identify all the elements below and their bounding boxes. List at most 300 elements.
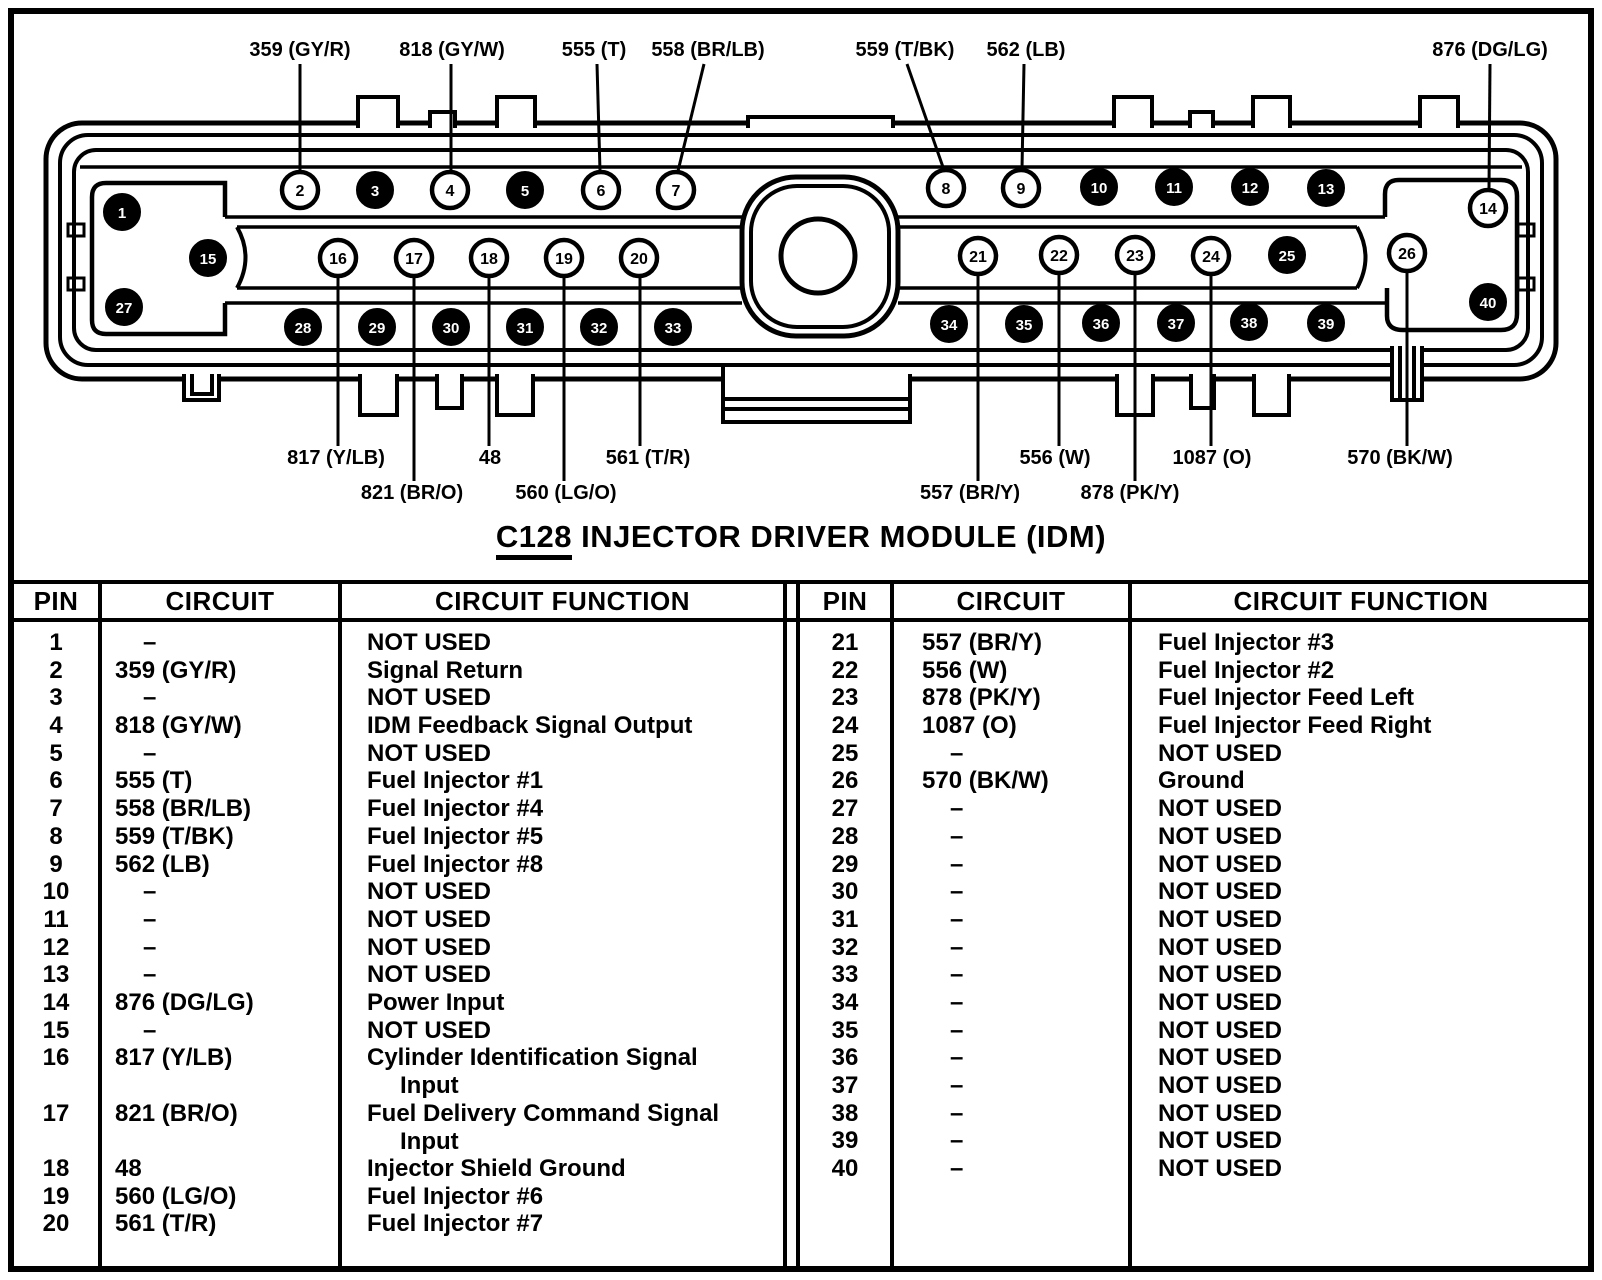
circuit-cell: 570 (BK/W) bbox=[922, 767, 1049, 795]
function-cell bbox=[1130, 684, 1588, 712]
table-row-pin-19 bbox=[12, 1183, 783, 1211]
circuit-cell: 557 (BR/Y) bbox=[922, 629, 1043, 656]
function-text: NOT USED bbox=[367, 629, 492, 656]
pin-number: 33 bbox=[664, 320, 682, 337]
function-text: Fuel Injector Feed Right bbox=[1158, 712, 1432, 740]
circuit-cell: – bbox=[950, 1155, 964, 1183]
function-text: NOT USED bbox=[367, 878, 492, 906]
pin-21 bbox=[960, 238, 996, 274]
function-cell bbox=[1130, 1072, 1588, 1100]
pin-cell: 5 bbox=[49, 739, 63, 767]
table-row-pin-17 bbox=[12, 1100, 783, 1155]
function-text: Injector Shield Ground bbox=[367, 1155, 626, 1183]
function-text: NOT USED bbox=[367, 684, 492, 712]
pin-number: 15 bbox=[199, 251, 217, 268]
pin-25 bbox=[1269, 237, 1305, 273]
pin-16 bbox=[320, 240, 356, 276]
function-text: NOT USED bbox=[1158, 1044, 1283, 1072]
function-cell bbox=[340, 823, 783, 851]
circuit-cell: – bbox=[950, 933, 964, 961]
function-text: Cylinder Identification Signal bbox=[367, 1044, 698, 1072]
pin-number: 16 bbox=[329, 251, 347, 268]
table-row-pin-3 bbox=[12, 684, 783, 712]
pin-4 bbox=[432, 172, 468, 208]
pin-20 bbox=[621, 240, 657, 276]
function-text: NOT USED bbox=[367, 739, 492, 767]
pin-number: 3 bbox=[370, 183, 380, 200]
pin-number: 27 bbox=[115, 300, 133, 317]
pin-11 bbox=[1156, 169, 1192, 205]
table-row-pin-23 bbox=[798, 684, 1588, 712]
pin-27 bbox=[106, 289, 142, 325]
header-pin-left: PIN bbox=[33, 585, 79, 616]
circuit-cell: – bbox=[143, 1016, 157, 1044]
pin-33 bbox=[655, 309, 691, 345]
function-text: Ground bbox=[1158, 767, 1245, 795]
circuit-cell: 821 (BR/O) bbox=[115, 1099, 238, 1127]
pin-number: 31 bbox=[516, 320, 534, 337]
table-row-pin-25 bbox=[798, 740, 1588, 768]
pin-number: 6 bbox=[596, 183, 606, 200]
pin-number: 34 bbox=[940, 317, 958, 334]
pin-number: 1 bbox=[117, 205, 127, 222]
wire-label: 1087 (O) bbox=[1172, 447, 1252, 469]
wire-label: 557 (BR/Y) bbox=[919, 482, 1021, 504]
function-text: Fuel Injector #8 bbox=[367, 850, 544, 878]
table-row-pin-10 bbox=[12, 878, 783, 906]
table-row-pin-24 bbox=[798, 712, 1588, 740]
pin-13 bbox=[1308, 170, 1344, 206]
circuit-cell: 558 (BR/LB) bbox=[115, 795, 252, 823]
wire-label: 359 (GY/R) bbox=[249, 39, 351, 61]
table-row-pin-9 bbox=[12, 851, 783, 879]
function-cell bbox=[340, 989, 783, 1017]
pin-cell: 3 bbox=[49, 684, 63, 712]
wire-label: 561 (T/R) bbox=[605, 447, 691, 469]
pin-cell: 18 bbox=[42, 1155, 70, 1183]
function-text: Fuel Injector #1 bbox=[367, 767, 544, 795]
pin-table-left bbox=[12, 622, 783, 1238]
pin-number: 36 bbox=[1092, 316, 1110, 333]
function-cell bbox=[1130, 657, 1588, 685]
function-text: Fuel Injector #6 bbox=[367, 1182, 544, 1210]
header-pin-right: PIN bbox=[822, 585, 868, 616]
function-text: NOT USED bbox=[1158, 933, 1283, 961]
function-cell bbox=[1130, 823, 1588, 851]
pin-10 bbox=[1081, 169, 1117, 205]
function-cell bbox=[340, 906, 783, 934]
pin-number: 26 bbox=[1398, 246, 1416, 263]
table-row-pin-39 bbox=[798, 1127, 1588, 1155]
pin-number: 5 bbox=[520, 183, 530, 200]
wire-label: 559 (T/BK) bbox=[855, 39, 955, 61]
pin-number: 17 bbox=[405, 251, 423, 268]
pin-number: 19 bbox=[555, 251, 573, 268]
pin-cell: 22 bbox=[831, 656, 859, 684]
function-cell bbox=[340, 1183, 783, 1211]
pin-number: 4 bbox=[445, 183, 455, 200]
pin-number: 11 bbox=[1166, 180, 1182, 197]
function-cell bbox=[1130, 878, 1588, 906]
function-cell bbox=[1130, 906, 1588, 934]
pin-15 bbox=[190, 240, 226, 276]
function-cell bbox=[1130, 740, 1588, 768]
pin-number: 13 bbox=[1317, 181, 1335, 198]
circuit-cell: – bbox=[143, 684, 157, 712]
pin-number: 22 bbox=[1050, 248, 1068, 265]
function-text: Fuel Injector #2 bbox=[1158, 656, 1335, 684]
pin-cell: 2 bbox=[49, 656, 63, 684]
leader-line bbox=[907, 64, 944, 170]
pin-36 bbox=[1083, 305, 1119, 341]
table-row-pin-8 bbox=[12, 823, 783, 851]
pin-40 bbox=[1470, 284, 1506, 320]
table-row-pin-31 bbox=[798, 906, 1588, 934]
pin-23 bbox=[1117, 237, 1153, 273]
circuit-cell: – bbox=[950, 1127, 964, 1155]
function-cell bbox=[1130, 851, 1588, 879]
function-text: Fuel Delivery Command Signal bbox=[367, 1099, 720, 1127]
pin-number: 30 bbox=[442, 320, 460, 337]
table-divider bbox=[783, 580, 787, 1272]
function-text: Fuel Injector #3 bbox=[1158, 629, 1335, 656]
pin-18 bbox=[471, 240, 507, 276]
pin-cell: 40 bbox=[831, 1155, 859, 1183]
pin-cell: 6 bbox=[49, 767, 63, 795]
pin-cell: 1 bbox=[49, 629, 63, 656]
pin-number: 24 bbox=[1202, 249, 1220, 266]
pin-number: 21 bbox=[969, 249, 987, 266]
function-cell bbox=[340, 767, 783, 795]
circuit-cell: 817 (Y/LB) bbox=[115, 1044, 233, 1072]
pin-number: 2 bbox=[295, 183, 305, 200]
function-text-line2: Input bbox=[400, 1072, 459, 1100]
function-text: NOT USED bbox=[1158, 905, 1283, 933]
pin-cell: 35 bbox=[831, 1016, 859, 1044]
circuit-cell: – bbox=[143, 739, 157, 767]
table-row-pin-14 bbox=[12, 989, 783, 1017]
function-text: NOT USED bbox=[367, 1016, 492, 1044]
circuit-cell: 1087 (O) bbox=[922, 712, 1017, 740]
wire-label: 555 (T) bbox=[561, 39, 627, 61]
pin-31 bbox=[507, 309, 543, 345]
pin-cell: 10 bbox=[42, 878, 70, 906]
function-text: NOT USED bbox=[1158, 1127, 1283, 1155]
housing-edge-notches bbox=[68, 224, 1534, 290]
pin-12 bbox=[1232, 169, 1268, 205]
pin-number: 9 bbox=[1016, 181, 1026, 198]
pin-cell: 31 bbox=[831, 905, 859, 933]
header-function-left: CIRCUIT FUNCTION bbox=[435, 585, 690, 616]
circuit-cell: 562 (LB) bbox=[115, 850, 210, 878]
pin-cell: 21 bbox=[831, 629, 859, 656]
pin-35 bbox=[1006, 306, 1042, 342]
pin-cell: 38 bbox=[831, 1099, 859, 1127]
pin-19 bbox=[546, 240, 582, 276]
pin-38 bbox=[1231, 304, 1267, 340]
function-cell bbox=[1130, 629, 1588, 657]
function-text: NOT USED bbox=[367, 961, 492, 989]
circuit-cell: – bbox=[950, 905, 964, 933]
circuit-cell: 876 (DG/LG) bbox=[115, 988, 254, 1016]
pin-cell: 14 bbox=[42, 988, 70, 1016]
pin-cell: 19 bbox=[42, 1182, 70, 1210]
wire-label: 821 (BR/O) bbox=[360, 482, 464, 504]
function-text: Signal Return bbox=[367, 656, 524, 684]
pin-cell: 29 bbox=[831, 850, 859, 878]
pin-cell: 27 bbox=[831, 795, 859, 823]
table-row-pin-12 bbox=[12, 934, 783, 962]
pin-2 bbox=[282, 172, 318, 208]
function-cell bbox=[1130, 1017, 1588, 1045]
circuit-cell: 359 (GY/R) bbox=[115, 656, 237, 684]
center-boss bbox=[742, 177, 898, 336]
function-cell bbox=[1130, 934, 1588, 962]
circuit-cell: – bbox=[143, 961, 157, 989]
function-cell bbox=[340, 961, 783, 989]
table-row-pin-22 bbox=[798, 657, 1588, 685]
wire-label: 878 (PK/Y) bbox=[1080, 482, 1180, 504]
pin-cell: 30 bbox=[831, 878, 859, 906]
table-row-pin-38 bbox=[798, 1100, 1588, 1128]
function-cell bbox=[340, 657, 783, 685]
table-row-pin-26 bbox=[798, 767, 1588, 795]
circuit-cell: 818 (GY/W) bbox=[115, 712, 242, 740]
circuit-cell: – bbox=[950, 1072, 964, 1099]
function-cell bbox=[340, 851, 783, 879]
function-text: NOT USED bbox=[367, 905, 492, 933]
pin-8 bbox=[928, 170, 964, 206]
pin-table-right bbox=[798, 622, 1588, 1183]
circuit-cell: – bbox=[950, 878, 964, 906]
circuit-cell: – bbox=[143, 933, 157, 961]
circuit-cell: 559 (T/BK) bbox=[115, 822, 234, 850]
pin-number: 28 bbox=[294, 320, 312, 337]
function-cell bbox=[340, 934, 783, 962]
table-row-pin-7 bbox=[12, 795, 783, 823]
center-boss-hole bbox=[781, 219, 855, 293]
pin-cell: 7 bbox=[49, 795, 63, 823]
pin-cell: 34 bbox=[831, 988, 859, 1016]
pin-number: 39 bbox=[1317, 316, 1335, 333]
pin-number: 23 bbox=[1126, 248, 1144, 265]
circuit-cell: – bbox=[143, 629, 157, 656]
table-row-pin-16 bbox=[12, 1044, 783, 1099]
table-row-pin-34 bbox=[798, 989, 1588, 1017]
pin-cell: 33 bbox=[831, 961, 859, 989]
function-text: NOT USED bbox=[367, 933, 492, 961]
function-cell bbox=[1130, 767, 1588, 795]
pin-cell: 17 bbox=[42, 1099, 70, 1127]
function-text-line2: Input bbox=[400, 1127, 459, 1155]
header-circuit-left: CIRCUIT bbox=[165, 585, 275, 616]
pin-cell: 16 bbox=[42, 1044, 70, 1072]
pin-number: 38 bbox=[1240, 315, 1258, 332]
pin-cell: 9 bbox=[49, 850, 63, 878]
circuit-cell: 878 (PK/Y) bbox=[922, 684, 1041, 712]
table-row-pin-1 bbox=[12, 629, 783, 657]
function-cell bbox=[340, 1210, 783, 1238]
function-cell bbox=[1130, 989, 1588, 1017]
function-cell bbox=[1130, 1155, 1588, 1183]
circuit-cell: 555 (T) bbox=[115, 767, 193, 795]
wire-label: 818 (GY/W) bbox=[399, 39, 505, 61]
pin-cell: 25 bbox=[831, 739, 859, 767]
pin-number: 14 bbox=[1479, 201, 1497, 218]
table-row-pin-33 bbox=[798, 961, 1588, 989]
circuit-cell: 560 (LG/O) bbox=[115, 1182, 237, 1210]
idm-connector-diagram bbox=[0, 0, 1602, 512]
circuit-cell: – bbox=[950, 961, 964, 989]
pin-24 bbox=[1193, 238, 1229, 274]
function-text: NOT USED bbox=[1158, 739, 1283, 767]
pin-cell: 20 bbox=[42, 1210, 70, 1238]
pin-3 bbox=[357, 172, 393, 208]
pin-cell: 26 bbox=[831, 767, 859, 795]
pin-17 bbox=[396, 240, 432, 276]
pin-number: 25 bbox=[1278, 248, 1296, 265]
pin-cell: 11 bbox=[43, 905, 69, 933]
function-text: NOT USED bbox=[1158, 1155, 1283, 1183]
pin-cell: 12 bbox=[42, 933, 70, 961]
circuit-cell: 556 (W) bbox=[922, 656, 1008, 684]
pin-5 bbox=[507, 172, 543, 208]
connector-pins bbox=[104, 169, 1506, 345]
circuit-cell: – bbox=[143, 878, 157, 906]
table-row-pin-18 bbox=[12, 1155, 783, 1183]
wire-label: 560 (LG/O) bbox=[515, 482, 617, 504]
pin-cell: 15 bbox=[42, 1016, 70, 1044]
table-row-pin-36 bbox=[798, 1044, 1588, 1072]
connector-id: C128 bbox=[496, 519, 572, 560]
pin-number: 40 bbox=[1479, 295, 1497, 312]
table-row-pin-30 bbox=[798, 878, 1588, 906]
function-cell bbox=[340, 1044, 783, 1100]
function-text: Fuel Injector Feed Left bbox=[1158, 684, 1415, 712]
function-cell bbox=[1130, 1127, 1588, 1155]
table-row-pin-6 bbox=[12, 767, 783, 795]
pin-cell: 13 bbox=[42, 961, 70, 989]
function-text: NOT USED bbox=[1158, 1016, 1283, 1044]
function-text: Fuel Injector #4 bbox=[367, 795, 544, 823]
function-text: NOT USED bbox=[1158, 1099, 1283, 1127]
function-text: NOT USED bbox=[1158, 822, 1283, 850]
table-row-pin-29 bbox=[798, 851, 1588, 879]
pin-number: 12 bbox=[1241, 180, 1259, 197]
pin-number: 32 bbox=[590, 320, 608, 337]
function-cell bbox=[1130, 795, 1588, 823]
pin-9 bbox=[1003, 170, 1039, 206]
wire-label: 48 bbox=[478, 447, 502, 469]
table-row-pin-35 bbox=[798, 1017, 1588, 1045]
pin-26 bbox=[1389, 235, 1425, 271]
pin-34 bbox=[931, 306, 967, 342]
function-text: Fuel Injector #7 bbox=[367, 1210, 544, 1238]
function-cell bbox=[340, 1100, 783, 1156]
pin-37 bbox=[1158, 305, 1194, 341]
pin-1 bbox=[104, 194, 140, 230]
wire-label: 570 (BK/W) bbox=[1347, 447, 1453, 469]
circuit-cell: – bbox=[950, 739, 964, 767]
table-row-pin-20 bbox=[12, 1210, 783, 1238]
table-row-pin-5 bbox=[12, 740, 783, 768]
function-text: Fuel Injector #5 bbox=[367, 822, 544, 850]
diagram-title bbox=[0, 519, 1602, 555]
function-cell bbox=[340, 712, 783, 740]
function-cell bbox=[1130, 961, 1588, 989]
pin-number: 29 bbox=[368, 320, 386, 337]
pin-number: 20 bbox=[630, 251, 648, 268]
header-function-right: CIRCUIT FUNCTION bbox=[1233, 585, 1489, 616]
wire-label: 562 (LB) bbox=[986, 39, 1066, 61]
function-cell bbox=[340, 878, 783, 906]
circuit-cell: – bbox=[950, 822, 964, 850]
function-text: NOT USED bbox=[1158, 961, 1283, 989]
circuit-cell: – bbox=[950, 1099, 964, 1127]
pin-number: 8 bbox=[941, 181, 951, 198]
table-row-pin-15 bbox=[12, 1017, 783, 1045]
table-row-pin-4 bbox=[12, 712, 783, 740]
pin-number: 35 bbox=[1015, 317, 1033, 334]
table-row-pin-13 bbox=[12, 961, 783, 989]
table-row-pin-2 bbox=[12, 657, 783, 685]
leader-line bbox=[597, 64, 600, 171]
connector-bottom-tabs bbox=[184, 346, 1422, 422]
header-circuit-right: CIRCUIT bbox=[956, 585, 1066, 616]
function-cell bbox=[1130, 1044, 1588, 1072]
pin-cell: 28 bbox=[831, 822, 859, 850]
pin-7 bbox=[658, 172, 694, 208]
pin-cell: 24 bbox=[831, 712, 859, 740]
function-text: NOT USED bbox=[1158, 878, 1283, 906]
function-cell bbox=[340, 1017, 783, 1045]
circuit-cell: – bbox=[143, 905, 157, 933]
connector-name: INJECTOR DRIVER MODULE (IDM) bbox=[581, 519, 1107, 554]
function-cell bbox=[340, 795, 783, 823]
pin-cell: 37 bbox=[831, 1072, 859, 1099]
pin-cell: 23 bbox=[831, 684, 859, 712]
pin-6 bbox=[583, 172, 619, 208]
function-text: NOT USED bbox=[1158, 850, 1283, 878]
circuit-cell: – bbox=[950, 1044, 964, 1072]
pin-39 bbox=[1308, 305, 1344, 341]
pin-cell: 8 bbox=[49, 822, 63, 850]
pin-30 bbox=[433, 309, 469, 345]
pin-number: 18 bbox=[480, 251, 498, 268]
circuit-cell: – bbox=[950, 988, 964, 1016]
pin-number: 37 bbox=[1167, 316, 1185, 333]
leader-line bbox=[1022, 64, 1024, 169]
circuit-cell: – bbox=[950, 1016, 964, 1044]
table-row-pin-32 bbox=[798, 934, 1588, 962]
function-cell bbox=[1130, 1100, 1588, 1128]
pin-number: 10 bbox=[1090, 180, 1108, 197]
table-row-pin-21 bbox=[798, 629, 1588, 657]
circuit-cell: 48 bbox=[115, 1155, 142, 1183]
leader-line bbox=[1489, 64, 1490, 189]
table-row-pin-37 bbox=[798, 1072, 1588, 1100]
pin-32 bbox=[581, 309, 617, 345]
function-text: NOT USED bbox=[1158, 988, 1283, 1016]
wire-label: 876 (DG/LG) bbox=[1432, 39, 1548, 61]
pin-14 bbox=[1470, 190, 1506, 226]
table-row-pin-27 bbox=[798, 795, 1588, 823]
pin-cell: 4 bbox=[49, 712, 63, 740]
pin-28 bbox=[285, 309, 321, 345]
function-text: Power Input bbox=[367, 988, 505, 1016]
pin-number: 7 bbox=[671, 183, 681, 200]
pin-29 bbox=[359, 309, 395, 345]
